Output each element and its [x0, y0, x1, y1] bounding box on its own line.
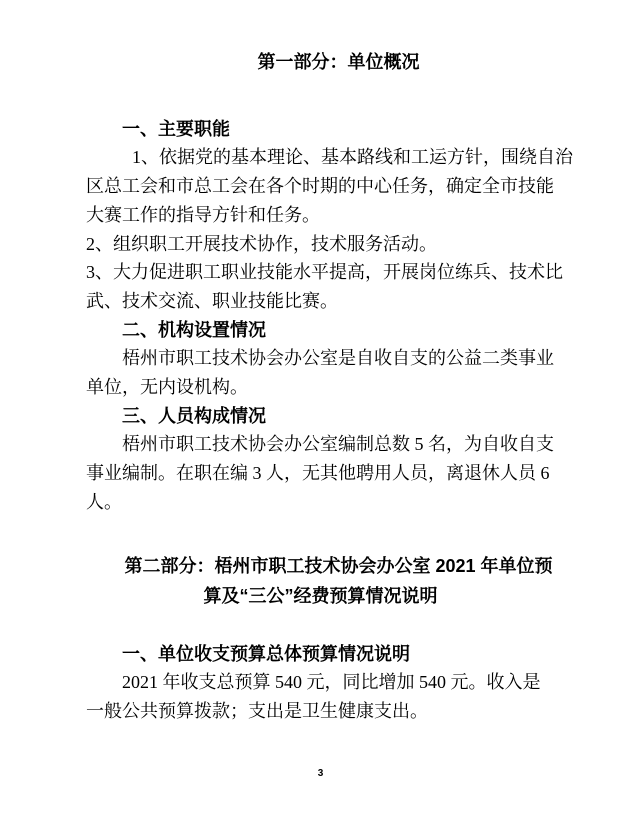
part1-section1-line-5: 3、大力促进职工职业技能水平提高，开展岗位练兵、技术比: [86, 262, 563, 283]
part1-section3-heading: 三、人员构成情况: [122, 405, 266, 426]
part1-section1-heading: 一、主要职能: [122, 118, 230, 139]
part1-section3-line-2: 事业编制。在职在编 3 人，无其他聘用人员，离退休人员 6: [86, 463, 550, 484]
part2-title: [86, 551, 555, 611]
document-content: [86, 48, 573, 726]
part1-section1-line-6: 武、技术交流、职业技能比赛。: [86, 290, 338, 311]
part1-section1-line-2: 区总工会和市总工会在各个时期的中心任务，确定全市技能: [86, 176, 554, 197]
part1-section2-heading: 二、机构设置情况: [122, 319, 266, 340]
part2-section1-heading: 一、单位收支预算总体预算情况说明: [122, 643, 410, 664]
part2-title-line-1: 第二部分：梧州市职工技术协会办公室 2021 年单位预: [124, 555, 553, 576]
part2-section1-line-1: 2021 年收支总预算 540 元，同比增加 540 元。收入是: [122, 672, 541, 693]
part1-section2-line-1: 梧州市职工技术协会办公室是自收自支的公益二类事业: [122, 348, 554, 369]
part1-section1-line-3: 大赛工作的指导方针和任务。: [86, 204, 320, 225]
part1-section3-line-3: 人。: [86, 491, 122, 512]
part2-section1-line-2: 一般公共预算拨款；支出是卫生健康支出。: [86, 700, 428, 721]
part2-title-line-2: 算及“三公”经费预算情况说明: [203, 585, 438, 606]
part1-section2-line-2: 单位，无内设机构。: [86, 377, 248, 398]
part1-section3-line-1: 梧州市职工技术协会办公室编制总数 5 名，为自收自支: [122, 434, 554, 455]
part1-section1-line-4: 2、组织职工开展技术协作，技术服务活动。: [86, 233, 437, 254]
part1-title: 第一部分：单位概况: [257, 52, 420, 72]
page-number: 3: [317, 768, 324, 779]
part1-section1-line-1: 1、依据党的基本理论、基本路线和工运方针，围绕自治: [132, 147, 573, 168]
